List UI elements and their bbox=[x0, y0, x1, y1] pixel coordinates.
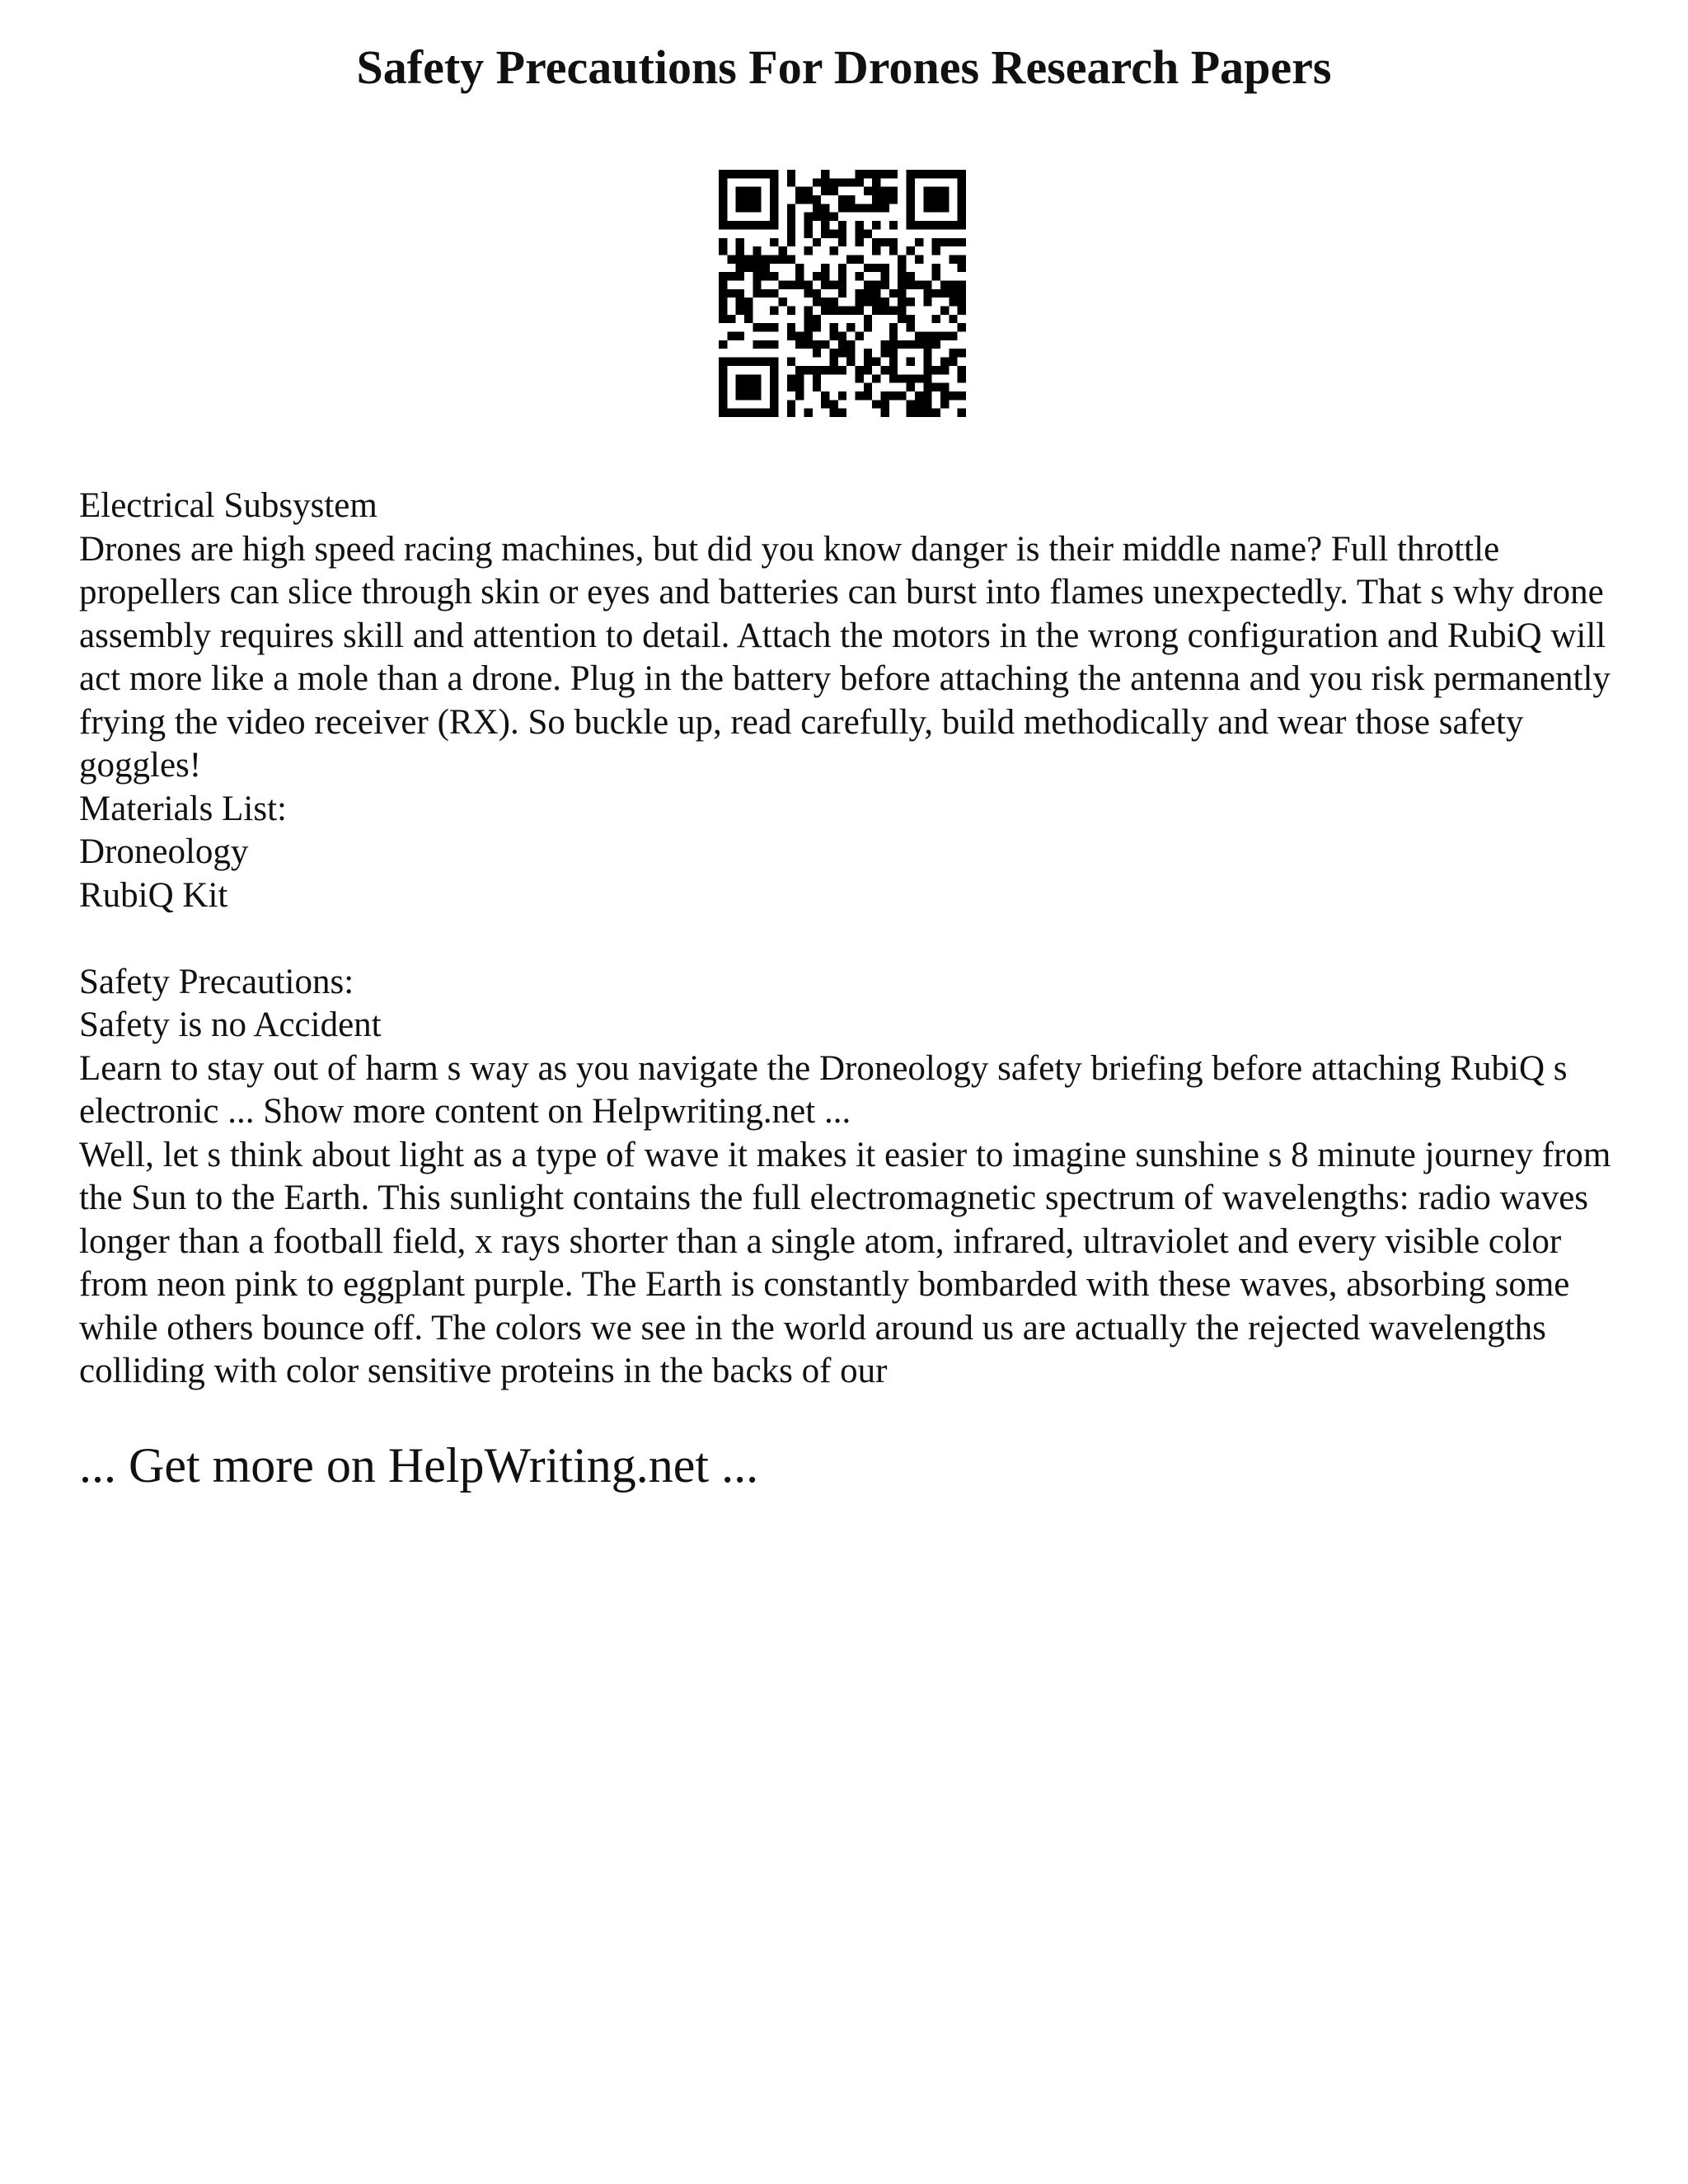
blank-line bbox=[79, 917, 1629, 961]
qr-code-icon[interactable] bbox=[719, 170, 966, 417]
safety-subheading: Safety is no Accident bbox=[79, 1005, 382, 1044]
document-body bbox=[79, 485, 1629, 1394]
materials-list-item: RubiQ Kit bbox=[79, 875, 228, 915]
materials-list-item: Droneology bbox=[79, 832, 249, 871]
safety-paragraph: Learn to stay out of harm s way as you navigate the Droneology safety briefing before attaching RubiQ s electronic ... Show more content on Helpwriting.net ... bbox=[79, 1048, 1568, 1131]
materials-list-heading: Materials List: bbox=[79, 789, 287, 828]
page-title: Safety Precautions For Drones Research Papers bbox=[356, 40, 1332, 94]
section-heading-electrical-subsystem: Electrical Subsystem bbox=[79, 486, 377, 525]
light-wave-paragraph: Well, let s think about light as a type of wave it makes it easier to imagine sunshine s 8 minute journey from the Sun to the Earth. This sunlight contains the full electromagnetic spectrum of wavelengths: radio waves longer than a football field, x rays shorter than a single atom, infrared, ultraviolet and every visible color from neon pink to eggplant purple. The Earth is constantly bombarded with these waves, absorbing some while others bounce off. The colors we see in the world around us are actually the rejected wavelengths colliding with color sensitive proteins in the backs of our bbox=[79, 1135, 1611, 1390]
get-more-link[interactable]: ... Get more on HelpWriting.net ... bbox=[79, 1438, 759, 1493]
safety-precautions-heading: Safety Precautions: bbox=[79, 962, 354, 1001]
intro-paragraph: Drones are high speed racing machines, but did you know danger is their middle name? Full throttle propellers can slice through skin or eyes and batteries can burst into flames unexpectedly. That s why drone assembly requires skill and attention to detail. Attach the motors in the wrong configuration and RubiQ will act more like a mole than a drone. Plug in the battery before attaching the antenna and you risk permanently frying the video receiver (RX). So buckle up, read carefully, build methodically and wear those safety goggles! bbox=[79, 529, 1611, 785]
